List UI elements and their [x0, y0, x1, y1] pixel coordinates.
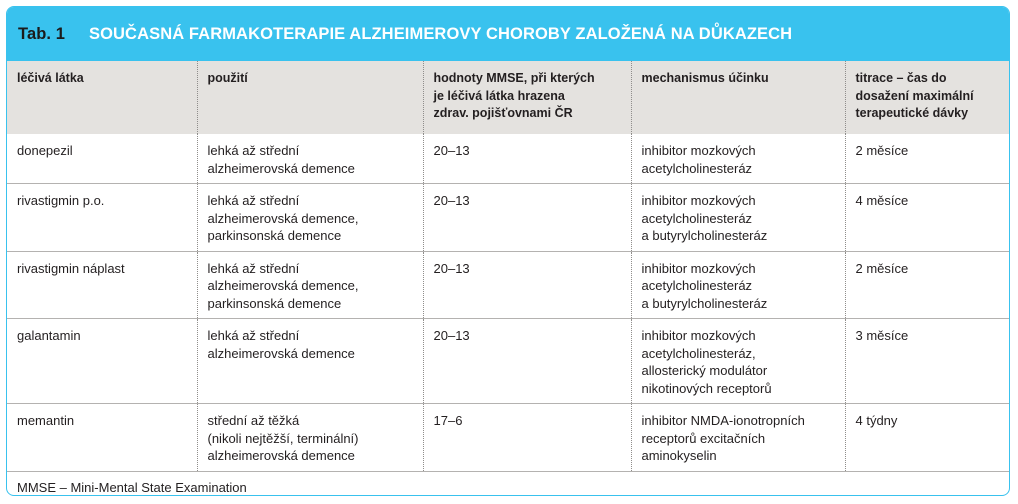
cell-text-line: rivastigmin náplast	[17, 260, 125, 276]
cell-text-line: lehká až střední	[207, 260, 300, 276]
cell-drug	[7, 134, 197, 184]
cell-text-line: galantamin	[17, 328, 81, 343]
column-header-line: zdrav. pojišťovnami ČR	[433, 106, 573, 120]
cell-text-line: inhibitor mozkových	[641, 193, 756, 208]
cell-text-line: lehká až střední	[207, 143, 300, 158]
cell-text-line: receptorů excitačních	[641, 430, 766, 446]
cell-text-line: aminokyselin	[641, 448, 717, 463]
cell-text-line: allosterický modulátor	[641, 363, 768, 378]
cell-drug	[7, 184, 197, 252]
header-row	[7, 61, 1009, 134]
cell-text-line: rivastigmin p.o.	[17, 193, 105, 208]
cell-mmse	[423, 134, 631, 184]
cell-text-line: alzheimerovská demence,	[207, 278, 359, 293]
cell-text-line: alzheimerovská demence	[207, 448, 355, 463]
table-row	[7, 404, 1009, 472]
cell-text-line: střední až těžká	[207, 413, 300, 428]
cell-text-line: acetylcholinesteráz	[641, 210, 753, 226]
cell-text-line: 20–13	[433, 193, 470, 208]
table-row	[7, 134, 1009, 184]
cell-text-line: 20–13	[433, 260, 470, 276]
cell-text-line: acetylcholinesteráz	[641, 160, 753, 176]
cell-use	[197, 251, 423, 319]
column-header-line: použití	[207, 71, 248, 85]
table-panel	[6, 6, 1010, 496]
cell-drug	[7, 319, 197, 404]
table-title: SOUČASNÁ FARMAKOTERAPIE ALZHEIMEROVY CHOROBY ZALOŽENÁ NA DŮKAZECH	[89, 24, 793, 43]
cell-text-line: parkinsonská demence	[207, 228, 342, 243]
cell-titration	[845, 319, 1009, 404]
column-header-line: léčivá látka	[17, 71, 84, 85]
cell-mmse	[423, 184, 631, 252]
cell-text-line: nikotinových receptorů	[641, 380, 772, 396]
cell-text-line: 4 měsíce	[855, 193, 909, 208]
cell-use	[197, 319, 423, 404]
cell-text-line: inhibitor mozkových	[641, 328, 756, 343]
column-header-line: dosažení maximální	[855, 88, 974, 103]
cell-titration	[845, 404, 1009, 472]
cell-mechanism	[631, 184, 845, 252]
cell-text-line: acetylcholinesteráz,	[641, 345, 756, 361]
cell-mechanism	[631, 319, 845, 404]
cell-text-line: 17–6	[433, 413, 463, 428]
column-header-line: hodnoty MMSE, při kterých	[433, 71, 595, 85]
table-title-bar	[7, 7, 1009, 61]
cell-mmse	[423, 251, 631, 319]
table-row	[7, 184, 1009, 252]
cell-titration	[845, 184, 1009, 252]
cell-text-line: alzheimerovská demence	[207, 345, 355, 361]
cell-titration	[845, 134, 1009, 184]
cell-text-line: memantin	[17, 413, 75, 428]
column-header-line: terapeutické dávky	[855, 106, 969, 120]
cell-text-line: inhibitor mozkových	[641, 143, 756, 158]
cell-text-line: 2 měsíce	[855, 143, 909, 158]
cell-use	[197, 134, 423, 184]
footnote: MMSE – Mini-Mental State Examination	[7, 471, 1009, 496]
column-header-line: titrace – čas do	[855, 71, 947, 85]
cell-text-line: lehká až střední	[207, 328, 300, 343]
table-number: Tab. 1	[18, 24, 66, 43]
table-row	[7, 319, 1009, 404]
cell-text-line: lehká až střední	[207, 193, 300, 208]
column-header-mechanism	[631, 61, 845, 134]
column-header-line: je léčivá látka hrazena	[433, 88, 565, 103]
cell-mechanism	[631, 404, 845, 472]
cell-mmse	[423, 319, 631, 404]
cell-text-line: inhibitor mozkových	[641, 260, 756, 276]
cell-text-line: parkinsonská demence	[207, 295, 342, 311]
table-row	[7, 251, 1009, 319]
footnote-row	[7, 471, 1009, 496]
column-header-use	[197, 61, 423, 134]
cell-drug	[7, 251, 197, 319]
cell-mmse	[423, 404, 631, 472]
column-header-titration	[845, 61, 1009, 134]
table-body	[7, 134, 1009, 496]
cell-text-line: 3 měsíce	[855, 328, 909, 343]
cell-text-line: alzheimerovská demence	[207, 160, 355, 176]
cell-drug	[7, 404, 197, 472]
cell-mechanism	[631, 251, 845, 319]
cell-text-line: acetylcholinesteráz	[641, 278, 753, 293]
cell-text-line: (nikoli nejtěžší, terminální)	[207, 430, 359, 446]
column-header-mmse	[423, 61, 631, 134]
cell-text-line: 2 měsíce	[855, 260, 909, 276]
cell-use	[197, 404, 423, 472]
cell-text-line: donepezil	[17, 143, 73, 158]
pharmacotherapy-table	[7, 61, 1009, 496]
cell-text-line: a butyrylcholinesteráz	[641, 295, 768, 311]
cell-text-line: inhibitor NMDA-ionotropních	[641, 413, 805, 428]
cell-use	[197, 184, 423, 252]
column-header-line: mechanismus účinku	[641, 71, 769, 85]
cell-mechanism	[631, 134, 845, 184]
cell-text-line: 4 týdny	[855, 413, 898, 428]
cell-text-line: alzheimerovská demence,	[207, 210, 359, 226]
column-header-drug	[7, 61, 197, 134]
cell-titration	[845, 251, 1009, 319]
cell-text-line: 20–13	[433, 328, 470, 343]
cell-text-line: a butyrylcholinesteráz	[641, 228, 768, 243]
cell-text-line: 20–13	[433, 143, 470, 158]
